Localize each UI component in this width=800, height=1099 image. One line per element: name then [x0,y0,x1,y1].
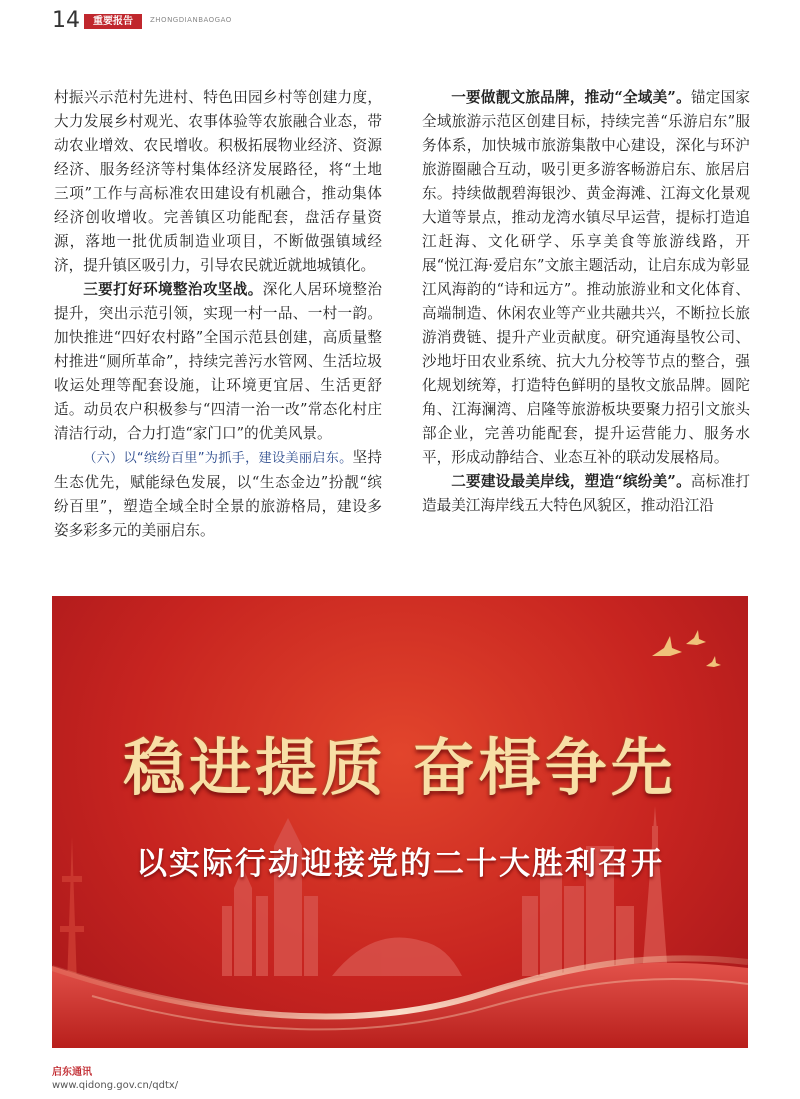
paragraph-body: 锚定国家全域旅游示范区创建目标，持续完善“乐游启东”服务体系，加快城市旅游集散中心建设，深化与环沪旅游圈融合互动，吸引更多游客畅游启东、旅居启东。持续做靓碧海银沙、黄金海滩、江海文化景观大道等景点，推动龙湾水镇尽早运营，提标打造追江赶海、文化研学、乐享美食等旅游线路，开展“悦江海·爱启东”文旅主题活动，让启东成为彰显江风海韵的“诗和远方”。推动旅游业和文化体育、高端制造、休闲农业等产业共融共兴，不断拉长旅游消费链、提升产业贡献度。研究通海垦牧公司、沙地圩田农业系统、抗大九分校等节点的整合，强化规划统筹，打造特色鲜明的垦牧文旅品牌。圆陀角、江海澜湾、启隆等旅游板块要聚力招引文旅头部企业，完善功能配套，提升运营能力、服务水平，形成动静结合、业态互补的联动发展格局。 [422,89,750,466]
subsection-heading: （六）以“缤纷百里”为抓手，建设美丽启东。 [83,451,353,466]
paragraph-lead: 三要打好环境整治攻坚战。 [83,281,263,298]
banner-background [52,596,748,1048]
page-number: 14 [52,8,80,33]
paragraph-environment [54,278,382,446]
paragraph-body: 坚持生态优先，赋能绿色发展，以“生态金边”扮靓“缤纷百里”，塑造全域全时全景的旅游格局，建设多姿多彩多元的美丽启东。 [54,449,382,539]
paragraph-lead: 二要建设最美岸线，塑造“缤纷美”。 [451,473,691,490]
paragraph-rural: 村振兴示范村先进村、特色田园乡村等创建力度，大力发展乡村观光、农事体验等农旅融合业态，带动农业增效、农民增收。积极拓展物业经济、资源经济、服务经济等村集体经济发展路径，将“土地三项”工作与高标准农田建设有机融合，推动集体经济创收增收。完善镇区功能配套，盘活存量资源，落地一批优质制造业项目，不断做强镇域经济，提升镇区吸引力，引导农民就近就地城镇化。 [54,89,382,274]
banner-title: 稳进提质 奋楫争先 [123,731,677,804]
left-column [54,86,382,543]
right-column [422,86,750,518]
paragraph-beautiful-qidong [54,446,382,543]
city-skyline [222,806,668,976]
footer-brand: 启东通讯 [52,1067,92,1078]
paragraph-lead: 一要做靓文旅品牌，推动“全域美”。 [451,89,691,106]
paragraph-body: 高标准打造最美江海岸线五大特色风貌区，推动沿江沿 [422,473,750,514]
footer-url[interactable]: www.qidong.gov.cn/qdtx/ [52,1080,179,1091]
paragraph-coastline [422,470,750,518]
page-header [52,8,748,34]
banner-subtitle: 以实际行动迎接党的二十大胜利召开 [136,846,664,882]
page-footer [52,1066,178,1093]
banner-image [52,596,748,1048]
paragraph-body: 深化人居环境整治提升，突出示范引领，实现一村一品、一村一韵。加快推进“四好农村路”全国示范县创建，高质量整村推进“厕所革命”，持续完善污水管网、生活垃圾收运处理等配套设施，让环境更宜居、生活更舒适。动员农户积极参与“四清一治一改”常态化村庄清洁行动，合力打造“家门口”的优美风景。 [54,281,382,442]
section-pinyin: ZHONGDIANBAOGAO [150,16,232,24]
dove-icon [652,630,721,667]
paragraph-tourism-brand [422,86,750,470]
section-tag: 重要报告 [84,14,142,29]
